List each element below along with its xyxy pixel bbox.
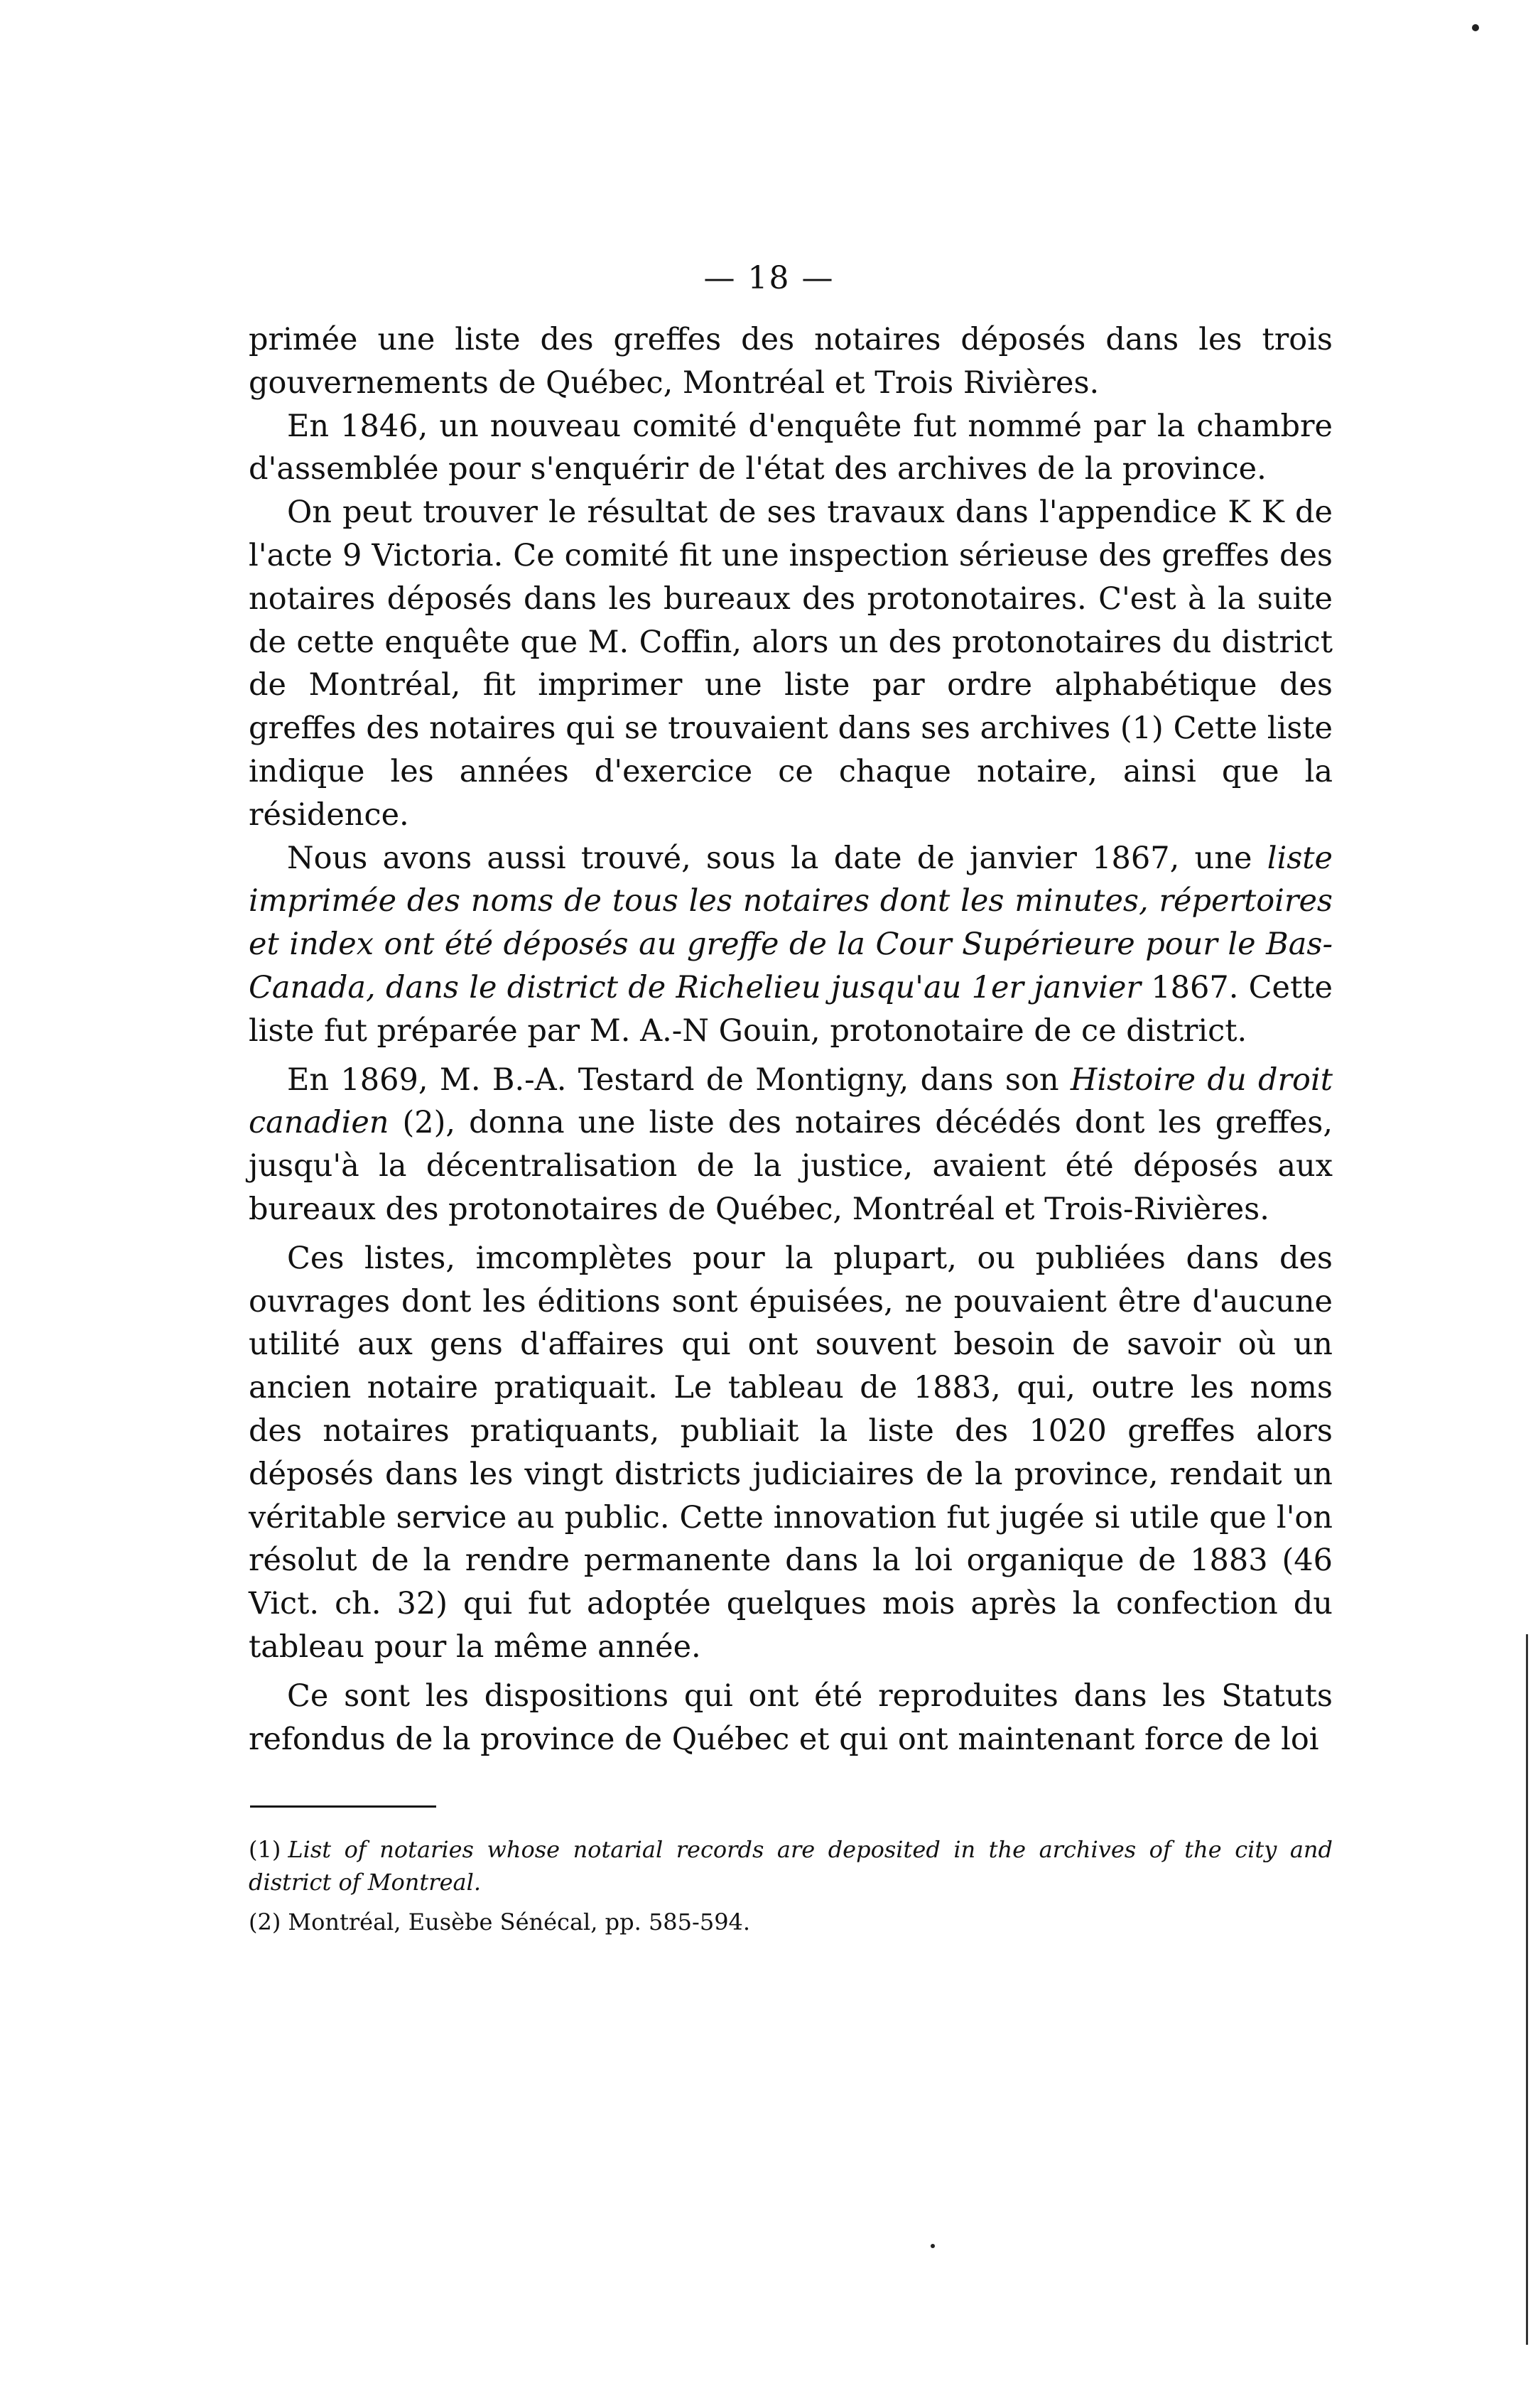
footnote-divider xyxy=(250,1805,436,1808)
paragraph-4-end: 1867. Cette liste fut préparée par M. A.-N Gouin, protonotaire de ce district. xyxy=(249,969,1333,1049)
paragraph-5-end: (2), donna une liste des notaires décédés dont les greffes, jusqu'à la décentralisation de la justice, avaient été déposés aux bureaux des protonotaires de Québec, Montréal et Trois-Rivières. xyxy=(249,1105,1333,1227)
paragraph-6: Ces listes, imcomplètes pour la plupart, ou publiées dans des ouvrages dont les éditions sont épuisées, ne pouvaient être d'aucune utilité aux gens d'affaires qui ont souvent besoin de savoir où un ancien notaire pratiquait. Le tableau de 1883, qui, outre les noms des notaires pratiquants, publiait la liste des 1020 greffes alors déposés dans les vingt districts judiciaires de la province, rendait un véritable service au public. Cette innovation fut jugée si utile que l'on résolut de la rendre permanente dans la loi organique de 1883 (46 Vict. ch. 32) qui fut adoptée quelques mois après la confection du tableau pour la même année. xyxy=(249,1240,1333,1665)
body-text xyxy=(249,318,1333,1761)
paragraph-1: primée une liste des greffes des notaires déposés dans les trois gouvernements de Québec, Montréal et Trois Rivières. xyxy=(249,322,1333,401)
footnote-2-text: Montréal, Eusèbe Sénécal, pp. 585-594. xyxy=(288,1908,751,1935)
paragraph-4-italic-title: liste imprimée des noms de tous les notaires dont les minutes, répertoires et index ont été déposés au greffe de la Cour Supérieure pour le Bas-Canada, dans le district de Richelieu jusqu'au 1er janvier xyxy=(249,840,1333,1005)
footnote-1-marker: (1) xyxy=(249,1836,281,1863)
scan-speck-dot xyxy=(931,2244,935,2248)
footnote-2-marker: (2) xyxy=(249,1908,281,1935)
paragraph-2: En 1846, un nouveau comité d'enquête fut nommé par la chambre d'assemblée pour s'enquérir de l'état des archives de la province. xyxy=(249,408,1333,487)
paragraph-5-start: En 1869, M. B.-A. Testard de Montigny, dans son xyxy=(287,1062,1071,1098)
footnotes xyxy=(249,1833,1333,1945)
paragraph-4-start: Nous avons aussi trouvé, sous la date de janvier 1867, une xyxy=(287,840,1267,876)
footnote-1 xyxy=(249,1833,1333,1899)
paragraph-5-italic-title: Histoire du droit canadien xyxy=(249,1062,1333,1141)
scan-speck-dot xyxy=(1472,24,1479,31)
paragraph-3: On peut trouver le résultat de ses travaux dans l'appendice K K de l'acte 9 Victoria. Ce comité fit une inspection sérieuse des greffes des notaires déposés dans les bureaux des protonotaires. C'est à la suite de cette enquête que M. Coffin, alors un des protonotaires du district de Montréal, fit imprimer une liste par ordre alphabétique des greffes des notaires qui se trouvaient dans ses archives (1) Cette liste indique les années d'exercice ce chaque notaire, ainsi que la résidence. xyxy=(249,495,1333,833)
paragraph-4 xyxy=(249,837,1333,1053)
paragraph-7: Ce sont les dispositions qui ont été reproduites dans les Statuts refondus de la province de Québec et qui ont maintenant force de loi xyxy=(249,1678,1333,1757)
page-number: — 18 — xyxy=(703,260,835,296)
paragraph-5 xyxy=(249,1059,1333,1231)
footnote-1-text: List of notaries whose notarial records are deposited in the archives of the city and district of Montreal. xyxy=(249,1836,1333,1896)
footnote-2 xyxy=(249,1906,1333,1938)
scan-edge-line xyxy=(1526,1634,1528,2345)
